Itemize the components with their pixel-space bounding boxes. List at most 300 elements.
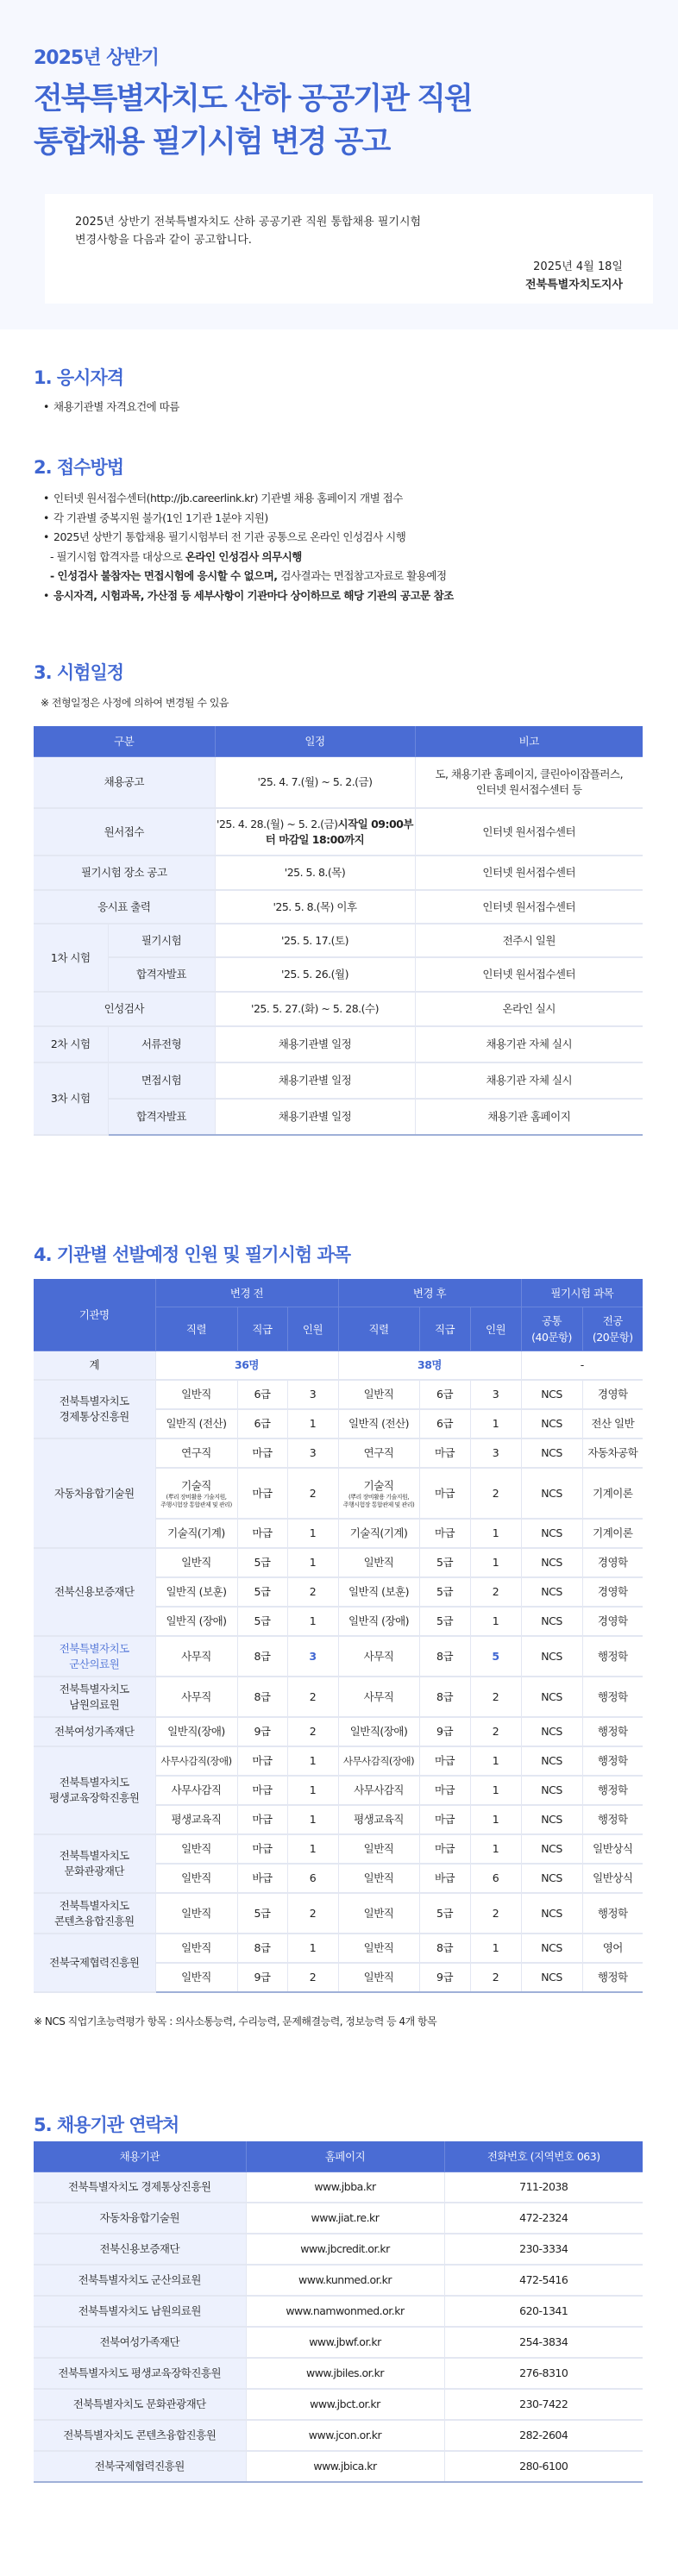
total-subject: - bbox=[521, 1351, 643, 1380]
after-grade: 마급 bbox=[419, 1834, 470, 1864]
schedule-date: '25. 5. 26.(월) bbox=[215, 957, 415, 992]
after-job: 연구직 bbox=[338, 1438, 419, 1468]
schedule-row bbox=[34, 924, 643, 957]
org-name: 전북국제협력진흥원 bbox=[34, 1934, 155, 1992]
major-subject: 행정학 bbox=[582, 1717, 643, 1746]
before-job: 일반직 bbox=[155, 1834, 237, 1864]
org-name: 전북특별자치도 경제통상진흥원 bbox=[34, 1380, 155, 1438]
before-count: 3 bbox=[287, 1438, 338, 1468]
contact-row bbox=[34, 2451, 643, 2482]
before-job: 일반직 bbox=[155, 1380, 237, 1409]
after-grade: 6급 bbox=[419, 1409, 470, 1438]
before-count: 1 bbox=[287, 1746, 338, 1776]
org-name: 전북특별자치도 평생교육장학진흥원 bbox=[34, 2358, 246, 2389]
homepage-link[interactable]: www.jbica.kr bbox=[246, 2451, 444, 2482]
before-grade: 마급 bbox=[237, 1834, 287, 1864]
before-grade: 6급 bbox=[237, 1380, 287, 1409]
column-header: 변경 전 bbox=[155, 1279, 338, 1307]
table-row bbox=[34, 1677, 643, 1717]
column-header: 인원 bbox=[470, 1307, 521, 1351]
table-row bbox=[34, 1380, 643, 1409]
before-job: 일반직 (장애) bbox=[155, 1607, 237, 1636]
title-line: 전북특별자치도 산하 공공기관 직원 bbox=[34, 82, 472, 116]
after-grade: 8급 bbox=[419, 1677, 470, 1717]
list-item: • 각 기관별 중복지원 불가(1인 1기관 1분야 지원) bbox=[43, 511, 268, 524]
section-title: 5. 채용기관 연락처 bbox=[34, 2115, 179, 2135]
after-grade: 마급 bbox=[419, 1519, 470, 1548]
major-subject: 기계이론 bbox=[582, 1468, 643, 1519]
before-grade: 9급 bbox=[237, 1717, 287, 1746]
common-subject: NCS bbox=[521, 1409, 582, 1438]
schedule-time-note: 시작일 09:00부터 마감일 18:00까지 bbox=[265, 817, 413, 846]
before-grade: 8급 bbox=[237, 1677, 287, 1717]
table-row bbox=[34, 1893, 643, 1934]
before-job: 일반직 bbox=[155, 1548, 237, 1577]
job-text: 기술직 bbox=[181, 1478, 211, 1492]
before-count: 1 bbox=[287, 1805, 338, 1834]
schedule-note: ※ 전형일정은 사정에 의하여 변경될 수 있음 bbox=[41, 697, 229, 709]
after-count: 3 bbox=[470, 1380, 521, 1409]
stage-label: 3차 시험 bbox=[34, 1062, 108, 1135]
column-header: 변경 후 bbox=[338, 1279, 521, 1307]
before-job: 일반직 bbox=[155, 1934, 237, 1963]
list-text-bold: - 인성검사 불참자는 면접시험에 응시할 수 없으며, bbox=[50, 569, 281, 582]
column-header: 직급 bbox=[237, 1307, 287, 1351]
homepage-link[interactable]: www.jbcredit.or.kr bbox=[246, 2234, 444, 2265]
after-count: 3 bbox=[470, 1438, 521, 1468]
before-job: 평생교육직 bbox=[155, 1805, 237, 1834]
homepage-link[interactable]: www.jiat.re.kr bbox=[246, 2203, 444, 2234]
contact-row bbox=[34, 2327, 643, 2358]
before-job: 일반직 (전산) bbox=[155, 1409, 237, 1438]
major-subject: 행정학 bbox=[582, 1776, 643, 1805]
before-grade: 5급 bbox=[237, 1548, 287, 1577]
column-header: 홈페이지 bbox=[246, 2141, 444, 2172]
schedule-remark: 인터넷 원서접수센터 bbox=[415, 957, 643, 992]
recruitment-table bbox=[34, 1279, 643, 1993]
schedule-date bbox=[215, 808, 415, 856]
after-count: 1 bbox=[470, 1934, 521, 1963]
org-name: 전북특별자치도 남원의료원 bbox=[34, 2296, 246, 2327]
after-job: 사무사감직(장애) bbox=[338, 1746, 419, 1776]
before-count: 1 bbox=[287, 1409, 338, 1438]
schedule-row bbox=[34, 756, 643, 808]
org-name: 전북국제협력진흥원 bbox=[34, 2451, 246, 2482]
common-subject: NCS bbox=[521, 1380, 582, 1409]
before-count: 3 bbox=[287, 1636, 338, 1677]
homepage-link[interactable]: www.jcon.or.kr bbox=[246, 2420, 444, 2451]
contact-table bbox=[34, 2141, 643, 2483]
before-job bbox=[155, 1468, 237, 1519]
stage-label: 원서접수 bbox=[34, 808, 215, 856]
list-subitem bbox=[43, 567, 454, 586]
org-name: 전북특별자치도 남원의료원 bbox=[34, 1677, 155, 1717]
after-grade: 9급 bbox=[419, 1717, 470, 1746]
schedule-row bbox=[34, 890, 643, 924]
before-job: 사무사감직(장애) bbox=[155, 1746, 237, 1776]
column-header: 직급 bbox=[419, 1307, 470, 1351]
after-count: 2 bbox=[470, 1577, 521, 1607]
phone-number: 620-1341 bbox=[444, 2296, 643, 2327]
list-text: 채용기관별 자격요건에 따름 bbox=[53, 400, 179, 413]
common-subject: NCS bbox=[521, 1864, 582, 1893]
after-job: 일반직 bbox=[338, 1934, 419, 1963]
list-text: 2025년 상반기 통합채용 필기시험부터 전 기관 공통으로 온라인 인성검사 시행 bbox=[53, 530, 406, 543]
before-job: 사무직 bbox=[155, 1677, 237, 1717]
schedule-remark: 전주시 일원 bbox=[415, 924, 643, 957]
major-subject: 행정학 bbox=[582, 1963, 643, 1992]
after-grade: 9급 bbox=[419, 1963, 470, 1992]
after-job: 일반직 bbox=[338, 1893, 419, 1934]
after-count: 5 bbox=[470, 1636, 521, 1677]
before-count: 2 bbox=[287, 1468, 338, 1519]
common-subject: NCS bbox=[521, 1934, 582, 1963]
contact-row bbox=[34, 2420, 643, 2451]
after-job: 일반직 bbox=[338, 1834, 419, 1864]
list-text: 인터넷 원서접수센터(http://jb.careerlink.kr) 기관별 채용 홈페이지 개별 접수 bbox=[53, 492, 403, 505]
schedule-row bbox=[34, 1026, 643, 1062]
column-header: 전화번호 (지역번호 063) bbox=[444, 2141, 643, 2172]
schedule-date: '25. 5. 8.(목) bbox=[215, 856, 415, 890]
table-row bbox=[34, 1438, 643, 1468]
after-count: 2 bbox=[470, 1677, 521, 1717]
total-row bbox=[34, 1351, 643, 1380]
column-header: 구분 bbox=[34, 726, 215, 756]
org-name: 전북신용보증재단 bbox=[34, 1548, 155, 1636]
list-subitem bbox=[43, 548, 454, 567]
common-subject: NCS bbox=[521, 1438, 582, 1468]
common-subject: NCS bbox=[521, 1677, 582, 1717]
table-row bbox=[34, 1548, 643, 1577]
contact-row bbox=[34, 2234, 643, 2265]
application-list bbox=[43, 489, 454, 605]
schedule-remark: 인터넷 원서접수센터 bbox=[415, 856, 643, 890]
list-text: 검사결과는 면접참고자료로 활용예정 bbox=[280, 569, 447, 582]
notice-date: 2025년 4월 18일 bbox=[533, 260, 623, 273]
phone-number: 472-5416 bbox=[444, 2265, 643, 2296]
list-item: • 응시자격, 시험과목, 가산점 등 세부사항이 기관마다 상이하므로 해당 기관의 공고문 참조 bbox=[43, 588, 454, 602]
schedule-row bbox=[34, 856, 643, 890]
major-subject: 기계이론 bbox=[582, 1519, 643, 1548]
list-text-bold: 온라인 인성검사 의무시행 bbox=[185, 549, 302, 563]
schedule-table bbox=[34, 726, 643, 1136]
common-subject: NCS bbox=[521, 1519, 582, 1548]
before-job: 일반직 bbox=[155, 1893, 237, 1934]
after-grade: 6급 bbox=[419, 1380, 470, 1409]
after-job: 일반직 (보훈) bbox=[338, 1577, 419, 1607]
schedule-date: '25. 5. 8.(목) 이후 bbox=[215, 890, 415, 924]
major-subject: 전산 일반 bbox=[582, 1409, 643, 1438]
after-count: 1 bbox=[470, 1607, 521, 1636]
list-item: • 2025년 상반기 통합채용 필기시험부터 전 기관 공통으로 온라인 인성검사 시행 bbox=[43, 530, 406, 543]
before-count: 2 bbox=[287, 1717, 338, 1746]
section-title: 4. 기관별 선발예정 인원 및 필기시험 과목 bbox=[34, 1244, 351, 1265]
major-subject: 행정학 bbox=[582, 1893, 643, 1934]
after-grade: 5급 bbox=[419, 1577, 470, 1607]
major-subject: 경영학 bbox=[582, 1380, 643, 1409]
after-grade: 마급 bbox=[419, 1776, 470, 1805]
section-title: 2. 접수방법 bbox=[34, 457, 124, 478]
after-job: 일반직(장애) bbox=[338, 1717, 419, 1746]
before-job: 사무직 bbox=[155, 1636, 237, 1677]
before-grade: 마급 bbox=[237, 1776, 287, 1805]
column-header: 채용기관 bbox=[34, 2141, 246, 2172]
substage-label: 필기시험 bbox=[108, 924, 215, 957]
qualification-list bbox=[43, 398, 179, 417]
list-item: • 인터넷 원서접수센터(http://jb.careerlink.kr) 기관별 채용 홈페이지 개별 접수 bbox=[43, 492, 403, 505]
org-name: 전북특별자치도 경제통상진흥원 bbox=[34, 2172, 246, 2203]
major-subject: 경영학 bbox=[582, 1607, 643, 1636]
after-count: 1 bbox=[470, 1409, 521, 1438]
list-text: - 필기시험 합격자를 대상으로 bbox=[50, 549, 185, 563]
common-subject: NCS bbox=[521, 1893, 582, 1934]
before-grade: 마급 bbox=[237, 1805, 287, 1834]
homepage-link[interactable]: www.jbct.or.kr bbox=[246, 2389, 444, 2420]
common-subject: NCS bbox=[521, 1805, 582, 1834]
before-count: 2 bbox=[287, 1963, 338, 1992]
header-section bbox=[0, 0, 678, 329]
after-count: 1 bbox=[470, 1746, 521, 1776]
before-job: 일반직(장애) bbox=[155, 1717, 237, 1746]
major-subject: 경영학 bbox=[582, 1548, 643, 1577]
schedule-remark: 채용기관 자체 실시 bbox=[415, 1062, 643, 1099]
phone-number: 230-7422 bbox=[444, 2389, 643, 2420]
after-job: 일반직 bbox=[338, 1963, 419, 1992]
schedule-date: 채용기관별 일정 bbox=[215, 1062, 415, 1099]
substage-label: 면접시험 bbox=[108, 1062, 215, 1099]
after-job: 평생교육직 bbox=[338, 1805, 419, 1834]
after-count: 1 bbox=[470, 1834, 521, 1864]
table-row bbox=[34, 1636, 643, 1677]
after-grade: 마급 bbox=[419, 1468, 470, 1519]
schedule-date: 채용기관별 일정 bbox=[215, 1026, 415, 1062]
major-subject: 경영학 bbox=[582, 1577, 643, 1607]
org-name: 자동차융합기술원 bbox=[34, 1438, 155, 1548]
notice-text: 변경사항을 다음과 같이 공고합니다. bbox=[75, 234, 252, 247]
after-count: 6 bbox=[470, 1864, 521, 1893]
after-count: 2 bbox=[470, 1893, 521, 1934]
column-header: 전공 (20문항) bbox=[582, 1307, 643, 1351]
contact-row bbox=[34, 2296, 643, 2327]
before-job: 연구직 bbox=[155, 1438, 237, 1468]
total-before: 36명 bbox=[155, 1351, 338, 1380]
schedule-date-text: '25. 4. 28.(월) ~ 5. 2.(금) bbox=[217, 817, 338, 830]
after-grade: 마급 bbox=[419, 1805, 470, 1834]
homepage-link[interactable]: www.kunmed.or.kr bbox=[246, 2265, 444, 2296]
org-name: 전북특별자치도 문화관광재단 bbox=[34, 1834, 155, 1893]
schedule-remark: 인터넷 원서접수센터 bbox=[415, 890, 643, 924]
after-grade: 바급 bbox=[419, 1864, 470, 1893]
before-count: 2 bbox=[287, 1677, 338, 1717]
common-subject: NCS bbox=[521, 1468, 582, 1519]
schedule-date: '25. 5. 27.(화) ~ 5. 28.(수) bbox=[215, 992, 415, 1026]
page-title bbox=[34, 78, 472, 164]
phone-number: 282-2604 bbox=[444, 2420, 643, 2451]
org-name: 전북특별자치도 군산의료원 bbox=[34, 2265, 246, 2296]
before-count: 2 bbox=[287, 1577, 338, 1607]
org-name: 전북특별자치도 문화관광재단 bbox=[34, 2389, 246, 2420]
org-name: 전북신용보증재단 bbox=[34, 2234, 246, 2265]
after-count: 2 bbox=[470, 1717, 521, 1746]
contact-row bbox=[34, 2389, 643, 2420]
after-count: 1 bbox=[470, 1519, 521, 1548]
after-job: 일반직 (전산) bbox=[338, 1409, 419, 1438]
after-job: 사무직 bbox=[338, 1677, 419, 1717]
phone-number: 230-3334 bbox=[444, 2234, 643, 2265]
table-row bbox=[34, 1834, 643, 1864]
phone-number: 472-2324 bbox=[444, 2203, 643, 2234]
job-text: 기술직 bbox=[363, 1478, 394, 1492]
before-grade: 8급 bbox=[237, 1934, 287, 1963]
after-count: 2 bbox=[470, 1963, 521, 1992]
before-grade: 마급 bbox=[237, 1519, 287, 1548]
before-job: 사무사감직 bbox=[155, 1776, 237, 1805]
schedule-date: '25. 4. 7.(월) ~ 5. 2.(금) bbox=[215, 756, 415, 808]
after-job: 일반직 bbox=[338, 1380, 419, 1409]
schedule-remark: 온라인 실시 bbox=[415, 992, 643, 1026]
notice-text: 2025년 상반기 전북특별자치도 산하 공공기관 직원 통합채용 필기시험 bbox=[75, 216, 422, 229]
after-grade: 5급 bbox=[419, 1548, 470, 1577]
list-item: • 채용기관별 자격요건에 따름 bbox=[43, 400, 179, 413]
major-subject: 자동차공학 bbox=[582, 1438, 643, 1468]
common-subject: NCS bbox=[521, 1834, 582, 1864]
org-name: 전북특별자치도 평생교육장학진흥원 bbox=[34, 1746, 155, 1834]
common-subject: NCS bbox=[521, 1607, 582, 1636]
substage-label: 합격자발표 bbox=[108, 1099, 215, 1135]
phone-number: 280-6100 bbox=[444, 2451, 643, 2482]
before-count: 3 bbox=[287, 1380, 338, 1409]
org-name: 전북특별자치도 군산의료원 bbox=[34, 1636, 155, 1677]
schedule-remark: 채용기관 홈페이지 bbox=[415, 1099, 643, 1135]
before-grade: 바급 bbox=[237, 1864, 287, 1893]
before-count: 1 bbox=[287, 1776, 338, 1805]
after-job: 사무사감직 bbox=[338, 1776, 419, 1805]
phone-number: 254-3834 bbox=[444, 2327, 643, 2358]
schedule-remark: 인터넷 원서접수센터 bbox=[415, 808, 643, 856]
homepage-link[interactable]: www.jbwf.or.kr bbox=[246, 2327, 444, 2358]
after-grade: 5급 bbox=[419, 1607, 470, 1636]
stage-label: 인성검사 bbox=[34, 992, 215, 1026]
common-subject: NCS bbox=[521, 1963, 582, 1992]
before-count: 1 bbox=[287, 1834, 338, 1864]
schedule-row bbox=[34, 957, 643, 992]
column-header: 공통 (40문항) bbox=[521, 1307, 582, 1351]
schedule-date: '25. 5. 17.(토) bbox=[215, 924, 415, 957]
page-subtitle: 2025년 상반기 bbox=[34, 47, 159, 69]
column-header: 인원 bbox=[287, 1307, 338, 1351]
homepage-link[interactable]: www.namwonmed.or.kr bbox=[246, 2296, 444, 2327]
homepage-link[interactable]: www.jbba.kr bbox=[246, 2172, 444, 2203]
contact-row bbox=[34, 2265, 643, 2296]
column-header: 기관명 bbox=[34, 1279, 155, 1351]
phone-number: 711-2038 bbox=[444, 2172, 643, 2203]
column-header: 일정 bbox=[215, 726, 415, 756]
notice-issuer: 전북특별자치도지사 bbox=[524, 279, 623, 291]
contact-row bbox=[34, 2358, 643, 2389]
phone-number: 276-8310 bbox=[444, 2358, 643, 2389]
table-row bbox=[34, 1717, 643, 1746]
before-count: 1 bbox=[287, 1607, 338, 1636]
stage-label: 필기시험 장소 공고 bbox=[34, 856, 215, 890]
before-grade: 9급 bbox=[237, 1963, 287, 1992]
after-grade: 5급 bbox=[419, 1893, 470, 1934]
common-subject: NCS bbox=[521, 1746, 582, 1776]
after-count: 1 bbox=[470, 1776, 521, 1805]
schedule-row bbox=[34, 992, 643, 1026]
contact-row bbox=[34, 2172, 643, 2203]
org-name: 자동차융합기술원 bbox=[34, 2203, 246, 2234]
org-name: 전북여성가족재단 bbox=[34, 2327, 246, 2358]
after-job: 사무직 bbox=[338, 1636, 419, 1677]
major-subject: 행정학 bbox=[582, 1805, 643, 1834]
major-subject: 일반상식 bbox=[582, 1834, 643, 1864]
before-grade: 8급 bbox=[237, 1636, 287, 1677]
after-grade: 8급 bbox=[419, 1934, 470, 1963]
major-subject: 영어 bbox=[582, 1934, 643, 1963]
substage-label: 합격자발표 bbox=[108, 957, 215, 992]
before-count: 6 bbox=[287, 1864, 338, 1893]
schedule-remark: 도, 채용기관 홈페이지, 클린아이잡플러스, 인터넷 원서접수센터 등 bbox=[415, 756, 643, 808]
before-grade: 마급 bbox=[237, 1468, 287, 1519]
major-subject: 행정학 bbox=[582, 1636, 643, 1677]
before-grade: 5급 bbox=[237, 1577, 287, 1607]
section-title: 1. 응시자격 bbox=[34, 367, 124, 388]
common-subject: NCS bbox=[521, 1577, 582, 1607]
total-after: 38명 bbox=[338, 1351, 521, 1380]
after-job: 일반직 bbox=[338, 1864, 419, 1893]
before-count: 1 bbox=[287, 1519, 338, 1548]
schedule-row bbox=[34, 1062, 643, 1099]
table-row bbox=[34, 1746, 643, 1776]
stage-label: 1차 시험 bbox=[34, 924, 108, 992]
before-count: 2 bbox=[287, 1893, 338, 1934]
list-text: 각 기관별 중복지원 불가(1인 1기관 1분야 지원) bbox=[53, 511, 268, 524]
before-count: 1 bbox=[287, 1548, 338, 1577]
major-subject: 일반상식 bbox=[582, 1864, 643, 1893]
after-job bbox=[338, 1468, 419, 1519]
common-subject: NCS bbox=[521, 1776, 582, 1805]
stage-label: 2차 시험 bbox=[34, 1026, 108, 1062]
before-grade: 마급 bbox=[237, 1746, 287, 1776]
schedule-date: 채용기관별 일정 bbox=[215, 1099, 415, 1135]
after-count: 2 bbox=[470, 1468, 521, 1519]
after-job: 일반직 (장애) bbox=[338, 1607, 419, 1636]
job-detail-note: (뿌리 장비활용 기술지원, 주행시험장 통합관제 및 관리) bbox=[342, 1493, 415, 1508]
stage-label: 채용공고 bbox=[34, 756, 215, 808]
stage-label: 응시표 출력 bbox=[34, 890, 215, 924]
after-job: 일반직 bbox=[338, 1548, 419, 1577]
before-job: 일반직 (보훈) bbox=[155, 1577, 237, 1607]
before-grade: 마급 bbox=[237, 1438, 287, 1468]
before-grade: 6급 bbox=[237, 1409, 287, 1438]
schedule-remark: 채용기관 자체 실시 bbox=[415, 1026, 643, 1062]
before-grade: 5급 bbox=[237, 1607, 287, 1636]
major-subject: 행정학 bbox=[582, 1677, 643, 1717]
after-grade: 마급 bbox=[419, 1438, 470, 1468]
homepage-link[interactable]: www.jbiles.or.kr bbox=[246, 2358, 444, 2389]
column-header: 직렬 bbox=[155, 1307, 237, 1351]
column-header: 필기시험 과목 bbox=[521, 1279, 643, 1307]
after-job: 기술직(기계) bbox=[338, 1519, 419, 1548]
notice-box bbox=[45, 194, 653, 304]
after-grade: 마급 bbox=[419, 1746, 470, 1776]
org-name: 전북여성가족재단 bbox=[34, 1717, 155, 1746]
org-name: 전북특별자치도 콘텐츠융합진흥원 bbox=[34, 2420, 246, 2451]
ncs-note: ※ NCS 직업기초능력평가 항목 : 의사소통능력, 수리능력, 문제해결능력, 정보능력 등 4개 항목 bbox=[34, 2015, 437, 2028]
major-subject: 행정학 bbox=[582, 1746, 643, 1776]
common-subject: NCS bbox=[521, 1717, 582, 1746]
common-subject: NCS bbox=[521, 1548, 582, 1577]
